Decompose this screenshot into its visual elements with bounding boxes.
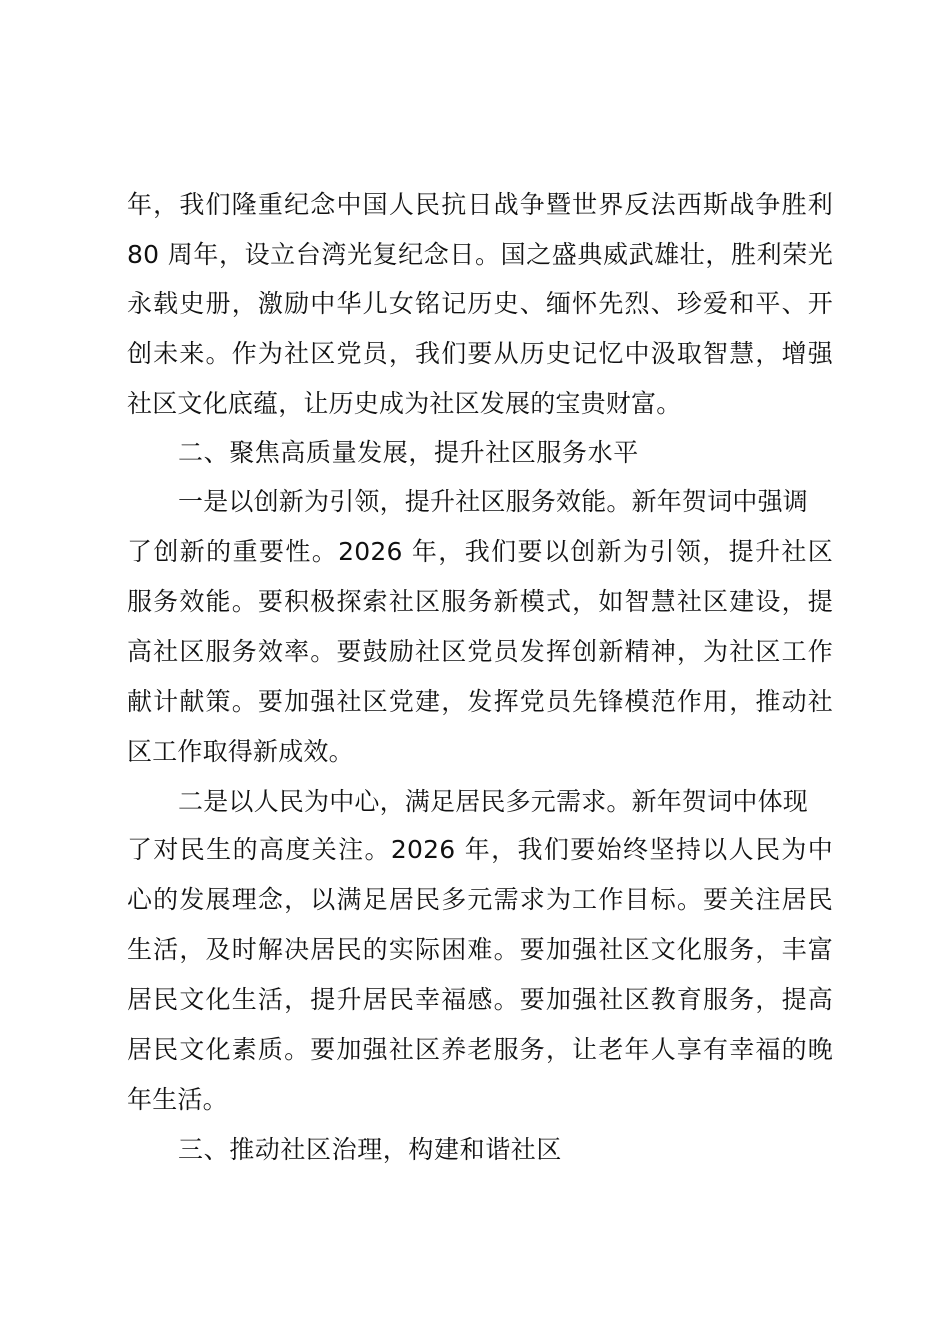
body-line-9: 服务效能。要积极探索社区服务新模式，如智慧社区建设，提	[127, 587, 833, 616]
paragraph-start-1: 一是以创新为引领，提升社区服务效能。新年贺词中强调	[178, 487, 809, 516]
body-line-8: 了创新的重要性。2026 年，我们要以创新为引领，提升社区	[127, 537, 833, 566]
body-line-1: 年，我们隆重纪念中国人民抗日战争暨世界反法西斯战争胜利	[127, 190, 833, 219]
body-line-19: 年生活。	[127, 1085, 228, 1114]
body-line-16: 生活，及时解决居民的实际困难。要加强社区文化服务，丰富	[127, 935, 833, 964]
body-line-10: 高社区服务效率。要鼓励社区党员发挥创新精神，为社区工作	[127, 637, 833, 666]
section-heading-2: 二、聚焦高质量发展，提升社区服务水平	[178, 438, 639, 467]
body-line-17: 居民文化生活，提升居民幸福感。要加强社区教育服务，提高	[127, 985, 833, 1014]
body-line-15: 心的发展理念，以满足居民多元需求为工作目标。要关注居民	[127, 885, 833, 914]
body-line-3: 永载史册，激励中华儿女铭记历史、缅怀先烈、珍爱和平、开	[127, 289, 833, 318]
body-line-2: 80 周年，设立台湾光复纪念日。国之盛典威武雄壮，胜利荣光	[127, 240, 833, 269]
body-line-18: 居民文化素质。要加强社区养老服务，让老年人享有幸福的晚	[127, 1035, 833, 1064]
body-line-4: 创未来。作为社区党员，我们要从历史记忆中汲取智慧，增强	[127, 339, 833, 368]
body-line-12: 区工作取得新成效。	[127, 737, 354, 766]
section-heading-3: 三、推动社区治理，构建和谐社区	[178, 1135, 563, 1164]
body-line-11: 献计献策。要加强社区党建，发挥党员先锋模范作用，推动社	[127, 687, 833, 716]
body-line-5: 社区文化底蕴，让历史成为社区发展的宝贵财富。	[127, 389, 682, 418]
paragraph-start-2: 二是以人民为中心，满足居民多元需求。新年贺词中体现	[178, 787, 809, 816]
body-line-14: 了对民生的高度关注。2026 年，我们要始终坚持以人民为中	[127, 835, 833, 864]
